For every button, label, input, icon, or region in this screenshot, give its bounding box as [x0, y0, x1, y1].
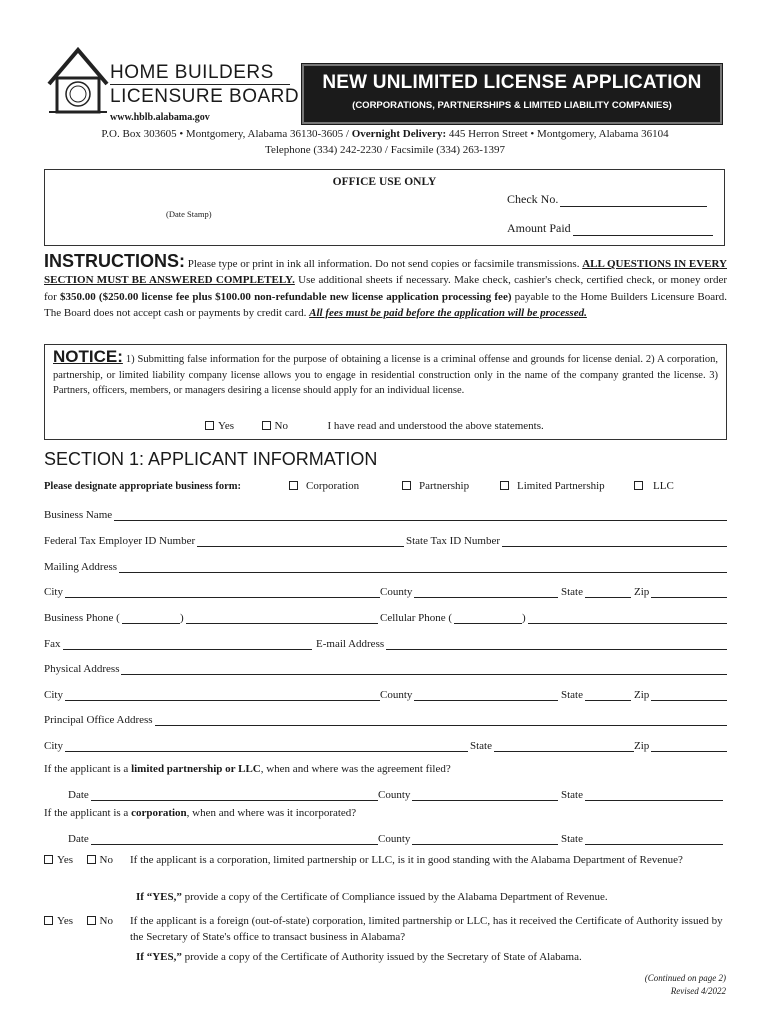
zip-label: Zip	[634, 740, 650, 752]
llc-checkbox[interactable]	[634, 481, 643, 490]
notice-ack-row	[205, 420, 544, 432]
physical-county-field[interactable]	[380, 689, 558, 701]
physical-address-field[interactable]	[44, 663, 727, 675]
principal-zip-field[interactable]	[634, 740, 727, 752]
yes-label: Yes	[57, 854, 74, 866]
good-standing-yes-checkbox[interactable]	[44, 855, 53, 864]
form-title: NEW UNLIMITED LICENSE APPLICATION	[322, 72, 702, 93]
yes-label: Yes	[57, 915, 74, 927]
house-seal-icon	[45, 44, 111, 116]
cellular-phone-area[interactable]	[380, 612, 522, 624]
foreign-yes-checkbox[interactable]	[44, 916, 53, 925]
foreign-yes-no	[44, 914, 113, 930]
physical-city-field[interactable]	[44, 689, 380, 701]
question-emphasis: corporation	[131, 807, 187, 819]
if-yes-label: If “YES,”	[136, 891, 182, 903]
instruction-text: provide a copy of the Certificate of Compliance issued by the Alabama Department of Revenue.	[181, 891, 608, 903]
mailing-address-line	[0, 128, 770, 140]
fax-label: Fax	[44, 638, 61, 650]
check-no-field[interactable]	[507, 192, 707, 207]
corporation-label: Corporation	[306, 480, 360, 492]
business-form-label: Please designate appropriate business form:	[44, 481, 241, 492]
physical-address-label: Physical Address	[44, 663, 120, 675]
instructions-text: payable to the Home Builders Licensure Board. The Board does not accept cash or payments by credit card.	[44, 290, 728, 319]
notice-no-checkbox[interactable]	[262, 421, 271, 430]
mailing-address-field[interactable]	[44, 561, 727, 573]
no-label: No	[99, 854, 113, 866]
good-standing-yes-no	[44, 853, 113, 869]
instructions-heading: INSTRUCTIONS:	[44, 251, 185, 271]
check-no-label: Check No.	[507, 192, 559, 206]
foreign-question: If the applicant is a foreign (out-of-state) corporation, limited partnership or LLC, has it received the Certificate of Authority issued by the Secretary of State's office to transact business in Alabama?	[130, 915, 723, 943]
notice-box	[44, 344, 727, 440]
mailing-zip-field[interactable]	[634, 586, 727, 598]
fee-text: $350.00 ($250.00 license fee plus $100.00 non-refundable new license application processing fee)	[60, 290, 512, 303]
county-label: County	[378, 833, 411, 845]
state-tax-field[interactable]	[406, 535, 727, 547]
state-label: State	[561, 586, 583, 598]
question-text: , when and where was it incorporated?	[186, 807, 357, 819]
date-label: Date	[68, 789, 89, 801]
logo-text-line1: HOME BUILDERS	[110, 62, 274, 83]
date-label: Date	[68, 833, 89, 845]
lp-llc-question	[44, 762, 451, 778]
overnight-label: Overnight Delivery:	[351, 128, 447, 140]
fein-label: Federal Tax Employer ID Number	[44, 535, 196, 547]
section1-title: SECTION 1: APPLICANT INFORMATION	[44, 449, 378, 469]
state-tax-label: State Tax ID Number	[406, 535, 501, 547]
if-yes-label: If “YES,”	[136, 951, 182, 963]
physical-state-field[interactable]	[561, 689, 631, 701]
address-part: 445 Herron Street • Montgomery, Alabama 36104	[446, 128, 669, 140]
amount-paid-label: Amount Paid	[507, 221, 571, 235]
cellular-phone-field[interactable]	[522, 612, 727, 624]
physical-zip-field[interactable]	[634, 689, 727, 701]
continued-note: (Continued on page 2)	[644, 973, 726, 983]
fein-field[interactable]	[44, 535, 404, 547]
yes-label: Yes	[218, 420, 235, 432]
instruction-text: provide a copy of the Certificate of Authority issued by the Secretary of State of Alabama.	[181, 951, 582, 963]
state-label: State	[561, 789, 583, 801]
address-part: P.O. Box 303605 • Montgomery, Alabama 36130-3605 /	[101, 128, 352, 140]
county-label: County	[380, 586, 413, 598]
form-limited-partnership[interactable]	[500, 480, 605, 492]
county-label: County	[380, 689, 413, 701]
notice-text	[53, 349, 718, 399]
instructions-block	[44, 253, 727, 321]
form-title-banner	[302, 64, 722, 124]
good-standing-question: If the applicant is a corporation, limited partnership or LLC, is it in good standing with the Alabama Department of Revenue?	[130, 854, 683, 866]
email-label: E-mail Address	[316, 638, 385, 650]
date-stamp-label: (Date Stamp)	[166, 209, 212, 219]
zip-label: Zip	[634, 586, 650, 598]
good-standing-no-checkbox[interactable]	[87, 855, 96, 864]
foreign-no-checkbox[interactable]	[87, 916, 96, 925]
corporation-question	[44, 806, 356, 822]
no-label: No	[274, 420, 288, 432]
logo-divider	[110, 84, 290, 85]
phone-fax-line: Telephone (334) 242-2230 / Facsimile (334) 263-1397	[265, 144, 505, 156]
lp-date-field[interactable]	[68, 789, 378, 801]
principal-office-label: Principal Office Address	[44, 714, 153, 726]
state-label: State	[561, 689, 583, 701]
paren-close: )	[180, 612, 184, 624]
notice-heading: NOTICE:	[53, 347, 123, 366]
business-phone-field[interactable]	[180, 612, 378, 624]
form-llc[interactable]	[634, 480, 674, 492]
principal-office-field[interactable]	[44, 714, 727, 726]
question-text: If the applicant is a	[44, 807, 132, 819]
partnership-label: Partnership	[419, 480, 470, 492]
question-text: , when and where was the agreement filed?	[260, 763, 451, 775]
amount-paid-field[interactable]	[507, 221, 713, 236]
notice-body: 1) Submitting false information for the purpose of obtaining a license is a criminal offense and grounds for license denial. 2) A corporation, partnership, or limited liability company license allows you to engage in residential construction only in the name of the company granted the license. 3) Partners, officers, members, or managers desiring a license should apply for an individual license.	[53, 354, 718, 396]
business-form-row	[44, 480, 727, 492]
business-name-field[interactable]	[44, 509, 727, 521]
partnership-checkbox[interactable]	[402, 481, 411, 490]
form-partnership[interactable]	[402, 480, 469, 492]
fees-required-text: All fees must be paid before the application will be processed.	[309, 306, 587, 319]
form-subtitle: (CORPORATIONS, PARTNERSHIPS & LIMITED LIABILITY COMPANIES)	[352, 100, 672, 111]
county-label: County	[378, 789, 411, 801]
ack-statement: I have read and understood the above statements.	[327, 420, 544, 432]
corp-date-field[interactable]	[68, 833, 378, 845]
mailing-state-field[interactable]	[561, 586, 631, 598]
instructions-text: Use additional sheets if necessary. Make check, cashier's check, certified check, or money order for	[44, 274, 727, 303]
principal-state-field[interactable]	[470, 740, 634, 752]
lp-state-field[interactable]	[561, 789, 723, 801]
corporation-checkbox[interactable]	[289, 481, 298, 490]
lp-county-field[interactable]	[378, 789, 558, 801]
state-label: State	[470, 740, 492, 752]
paren-close: )	[522, 612, 526, 624]
authority-instruction	[136, 950, 582, 966]
business-phone-label: Business Phone (	[44, 612, 120, 624]
limited-partnership-checkbox[interactable]	[500, 481, 509, 490]
city-label: City	[44, 586, 63, 598]
fax-field[interactable]	[44, 638, 312, 650]
no-label: No	[99, 915, 113, 927]
notice-yes-checkbox[interactable]	[205, 421, 214, 430]
business-phone-area[interactable]	[44, 612, 180, 624]
mailing-address-label: Mailing Address	[44, 561, 118, 573]
question-emphasis: limited partnership or LLC	[131, 763, 261, 775]
office-use-title: OFFICE USE ONLY	[332, 176, 437, 188]
email-field[interactable]	[316, 638, 727, 650]
cellular-phone-label: Cellular Phone (	[380, 612, 453, 624]
question-text: If the applicant is a	[44, 763, 132, 775]
llc-label: LLC	[653, 480, 674, 492]
form-corporation[interactable]	[289, 480, 359, 492]
mailing-city-field[interactable]	[44, 586, 380, 598]
logo-text-line2: LICENSURE BOARD	[110, 86, 300, 107]
compliance-instruction	[136, 890, 608, 906]
instructions-emphasis: ALL QUESTIONS IN EVERY SECTION MUST BE ANSWERED COMPLETELY.	[44, 258, 728, 287]
corp-county-field[interactable]	[378, 833, 558, 845]
office-use-box	[44, 169, 725, 246]
instructions-text: Please type or print in ink all information. Do not send copies or facsimile transmissions.	[185, 258, 583, 270]
business-name-label: Business Name	[44, 509, 113, 521]
mailing-county-field[interactable]	[380, 586, 558, 598]
city-label: City	[44, 740, 63, 752]
state-label: State	[561, 833, 583, 845]
zip-label: Zip	[634, 689, 650, 701]
principal-city-field[interactable]	[44, 740, 468, 752]
limited-partnership-label: Limited Partnership	[517, 480, 605, 492]
corp-state-field[interactable]	[561, 833, 723, 845]
city-label: City	[44, 689, 63, 701]
board-website[interactable]: www.hblb.alabama.gov	[110, 112, 210, 123]
revision-date: Revised 4/2022	[670, 986, 726, 996]
